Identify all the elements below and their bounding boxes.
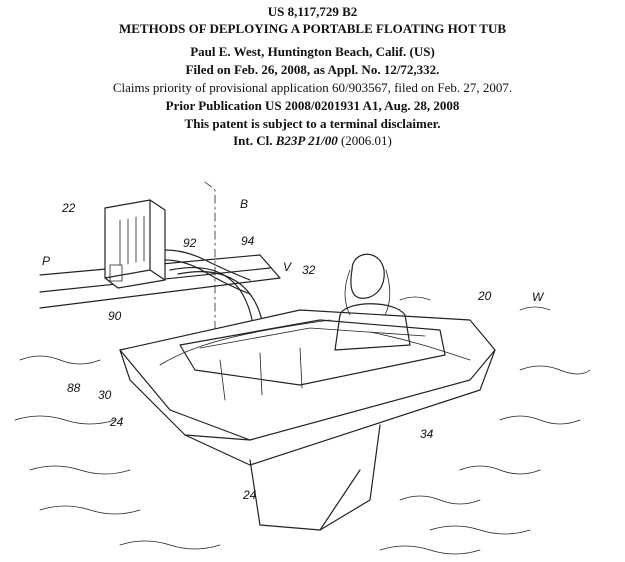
ref-water: W: [532, 290, 544, 304]
patent-number: US 8,117,729 B2: [267, 4, 358, 19]
ref-label-30: 30: [98, 388, 112, 402]
ref-hose-92: 92: [183, 236, 197, 250]
int-cl-line: [0, 133, 625, 149]
int-cl-prefix: Int. Cl.: [233, 133, 273, 148]
ref-label-24-left: 24: [110, 415, 124, 429]
filed-line: Filed on Feb. 26, 2008, as Appl. No. 12/72,332.: [185, 62, 440, 77]
int-cl-year: (2006.01): [340, 133, 392, 148]
ref-hose-94: 94: [241, 234, 255, 248]
ref-valve-v: V: [283, 260, 292, 274]
ref-label-88: 88: [67, 381, 81, 395]
priority-line: Claims priority of provisional application 60/903567, filed on Feb. 27, 2007.: [112, 80, 513, 95]
boundary-line: [205, 182, 215, 330]
ref-label-24-bottom: 24: [243, 488, 257, 502]
ref-pier: P: [42, 254, 51, 268]
hot-tub-illustration: [0, 170, 625, 562]
patent-drawing: [0, 170, 625, 562]
ref-label-34: 34: [420, 427, 434, 441]
ref-label-20: 20: [478, 289, 492, 303]
patent-title: METHODS OF DEPLOYING A PORTABLE FLOATING HOT TUB: [118, 21, 507, 36]
tub-body: [120, 310, 495, 530]
ref-heater-unit: 22: [62, 201, 76, 215]
inventor-line: Paul E. West, Huntington Beach, Calif. (US): [190, 44, 435, 59]
prior-publication-line: Prior Publication US 2008/0201931 A1, Aug. 28, 2008: [165, 98, 460, 113]
int-cl-code: B23P 21/00: [275, 133, 338, 148]
ref-label-32: 32: [302, 263, 316, 277]
heater-unit: [105, 200, 250, 294]
ref-boundary-b: B: [240, 197, 249, 211]
ref-label-90: 90: [108, 309, 122, 323]
disclaimer-line: This patent is subject to a terminal disclaimer.: [184, 116, 441, 131]
